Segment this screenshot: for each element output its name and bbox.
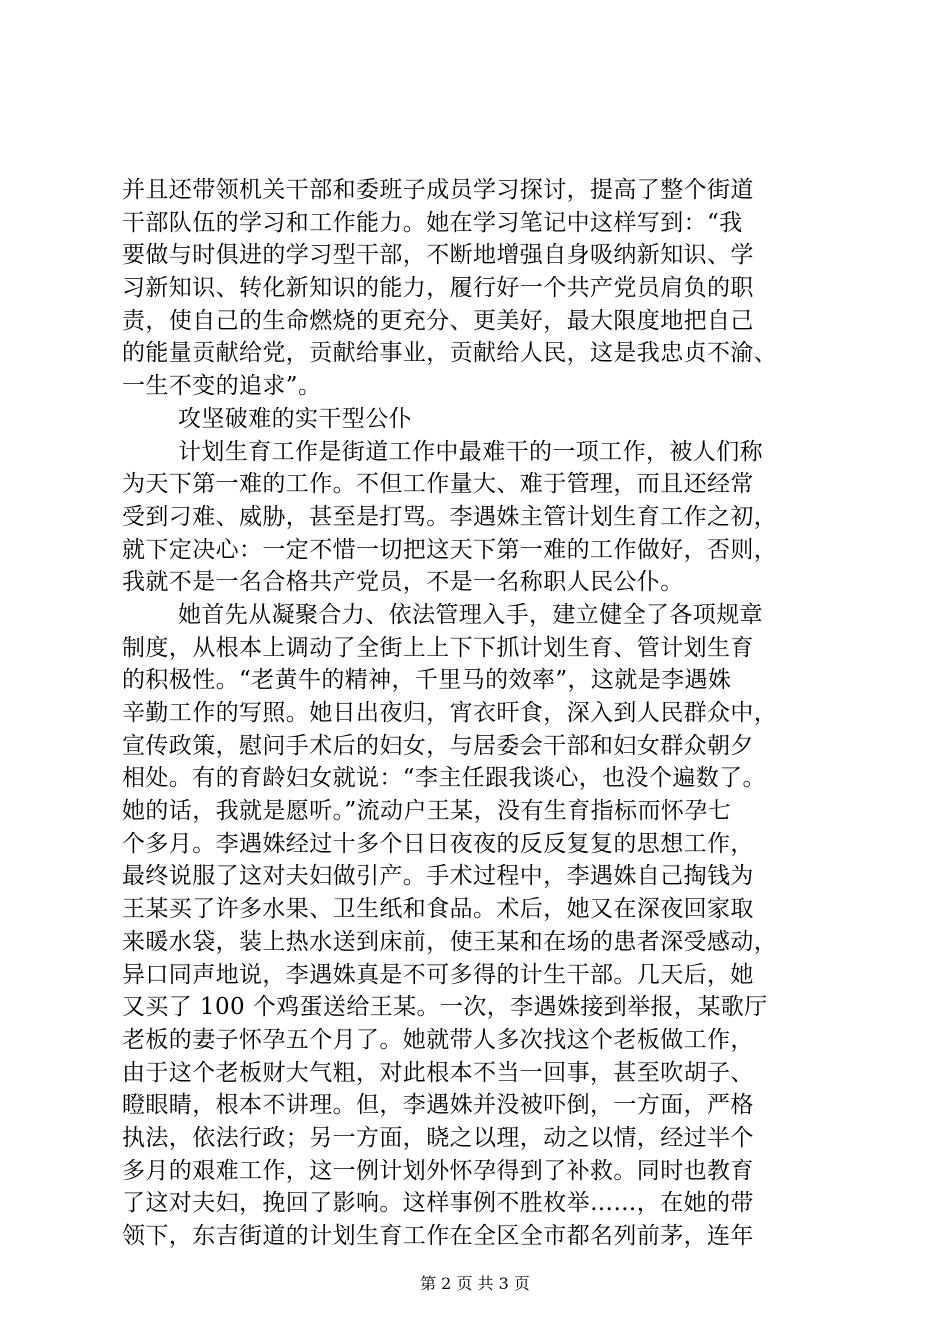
text-line: 她首先从凝聚合力、依法管理入手，建立健全了各项规章 bbox=[178, 601, 763, 628]
text-line: 领下，东吉街道的计划生育工作在全区全市都名列前茅，连年 bbox=[122, 1223, 754, 1249]
text-line: 相处。有的育龄妇女就说：“李主任跟我谈心，也没个遍数了。 bbox=[122, 765, 766, 792]
text-line: 执法，依法行政；另一方面，晓之以理，动之以情，经过半个 bbox=[122, 1124, 754, 1151]
text-line: 了这对夫妇，挽回了影响。这样事例不胜枚举……，在她的带 bbox=[122, 1190, 754, 1217]
text-line: 异口同声地说，李遇姝真是不可多得的计生干部。几天后，她 bbox=[122, 961, 754, 988]
text-line: 最终说服了这对夫妇做引产。手术过程中，李遇姝自己掏钱为 bbox=[122, 863, 754, 890]
text-line: 一生不变的追求”。 bbox=[122, 373, 322, 400]
text-line: 的积极性。“老黄牛的精神，千里马的效率”，这就是李遇姝 bbox=[122, 667, 732, 694]
text-line: 个多月。李遇姝经过十多个日日夜夜的反反复复的思想工作， bbox=[122, 830, 754, 857]
text-line: 宣传政策，慰问手术后的妇女，与居委会干部和妇女群众朝夕 bbox=[122, 732, 754, 759]
page-number-label: 第 2 页 共 3 页 bbox=[420, 1274, 530, 1293]
text-line: 瞪眼睛，根本不讲理。但，李遇姝并没被吓倒，一方面，严格 bbox=[122, 1092, 754, 1119]
text-line: 由于这个老板财大气粗，对此根本不当一回事，甚至吹胡子、 bbox=[122, 1059, 754, 1086]
text-line: 多月的艰难工作，这一例计划外怀孕得到了补救。同时也教育 bbox=[122, 1157, 754, 1184]
page-footer bbox=[0, 1274, 950, 1294]
text-line: 老板的妻子怀孕五个月了。她就带人多次找这个老板做工作， bbox=[122, 1026, 754, 1053]
text-line: 攻坚破难的实干型公仆 bbox=[178, 405, 412, 432]
text-line: 王某买了许多水果、卫生纸和食品。术后，她又在深夜回家取 bbox=[122, 896, 754, 923]
text-line: 我就不是一名合格共产党员，不是一名称职人民公仆。 bbox=[122, 569, 684, 596]
text-line: 就下定决心：一定不惜一切把这天下第一难的工作做好，否则， bbox=[122, 536, 778, 563]
document-body bbox=[122, 174, 834, 1253]
text-line: 的能量贡献给党，贡献给事业，贡献给人民，这是我忠贞不渝、 bbox=[122, 340, 778, 367]
text-line: 并且还带领机关干部和委班子成员学习探讨，提高了整个街道 bbox=[122, 177, 754, 203]
text-line: 制度，从根本上调动了全街上上下下抓计划生育、管计划生育 bbox=[122, 634, 754, 661]
text-line: 习新知识、转化新知识的能力，履行好一个共产党员肩负的职 bbox=[122, 275, 754, 302]
text-line: 干部队伍的学习和工作能力。她在学习笔记中这样写到：“我 bbox=[122, 209, 743, 236]
text-line: 责，使自己的生命燃烧的更充分、更美好，最大限度地把自己 bbox=[122, 307, 754, 334]
text-line: 为天下第一难的工作。不但工作量大、难于管理，而且还经常 bbox=[122, 471, 754, 498]
text-line: 要做与时俱进的学习型干部，不断地增强自身吸纳新知识、学 bbox=[122, 242, 754, 269]
text-line: 来暖水袋，装上热水送到床前，使王某和在场的患者深受感动， bbox=[122, 928, 778, 955]
text-line: 又买了 100 个鸡蛋送给王某。一次，李遇姝接到举报，某歌厅 bbox=[122, 994, 768, 1021]
text-line: 计划生育工作是街道工作中最难干的一项工作，被人们称 bbox=[178, 438, 763, 465]
text-line: 她的话，我就是愿听。”流动户王某，没有生育指标而怀孕七 bbox=[122, 798, 732, 825]
text-line: 受到刁难、威胁，甚至是打骂。李遇姝主管计划生育工作之初， bbox=[122, 503, 778, 530]
text-line: 辛勤工作的写照。她日出夜归，宵衣旰食，深入到人民群众中， bbox=[122, 700, 778, 726]
